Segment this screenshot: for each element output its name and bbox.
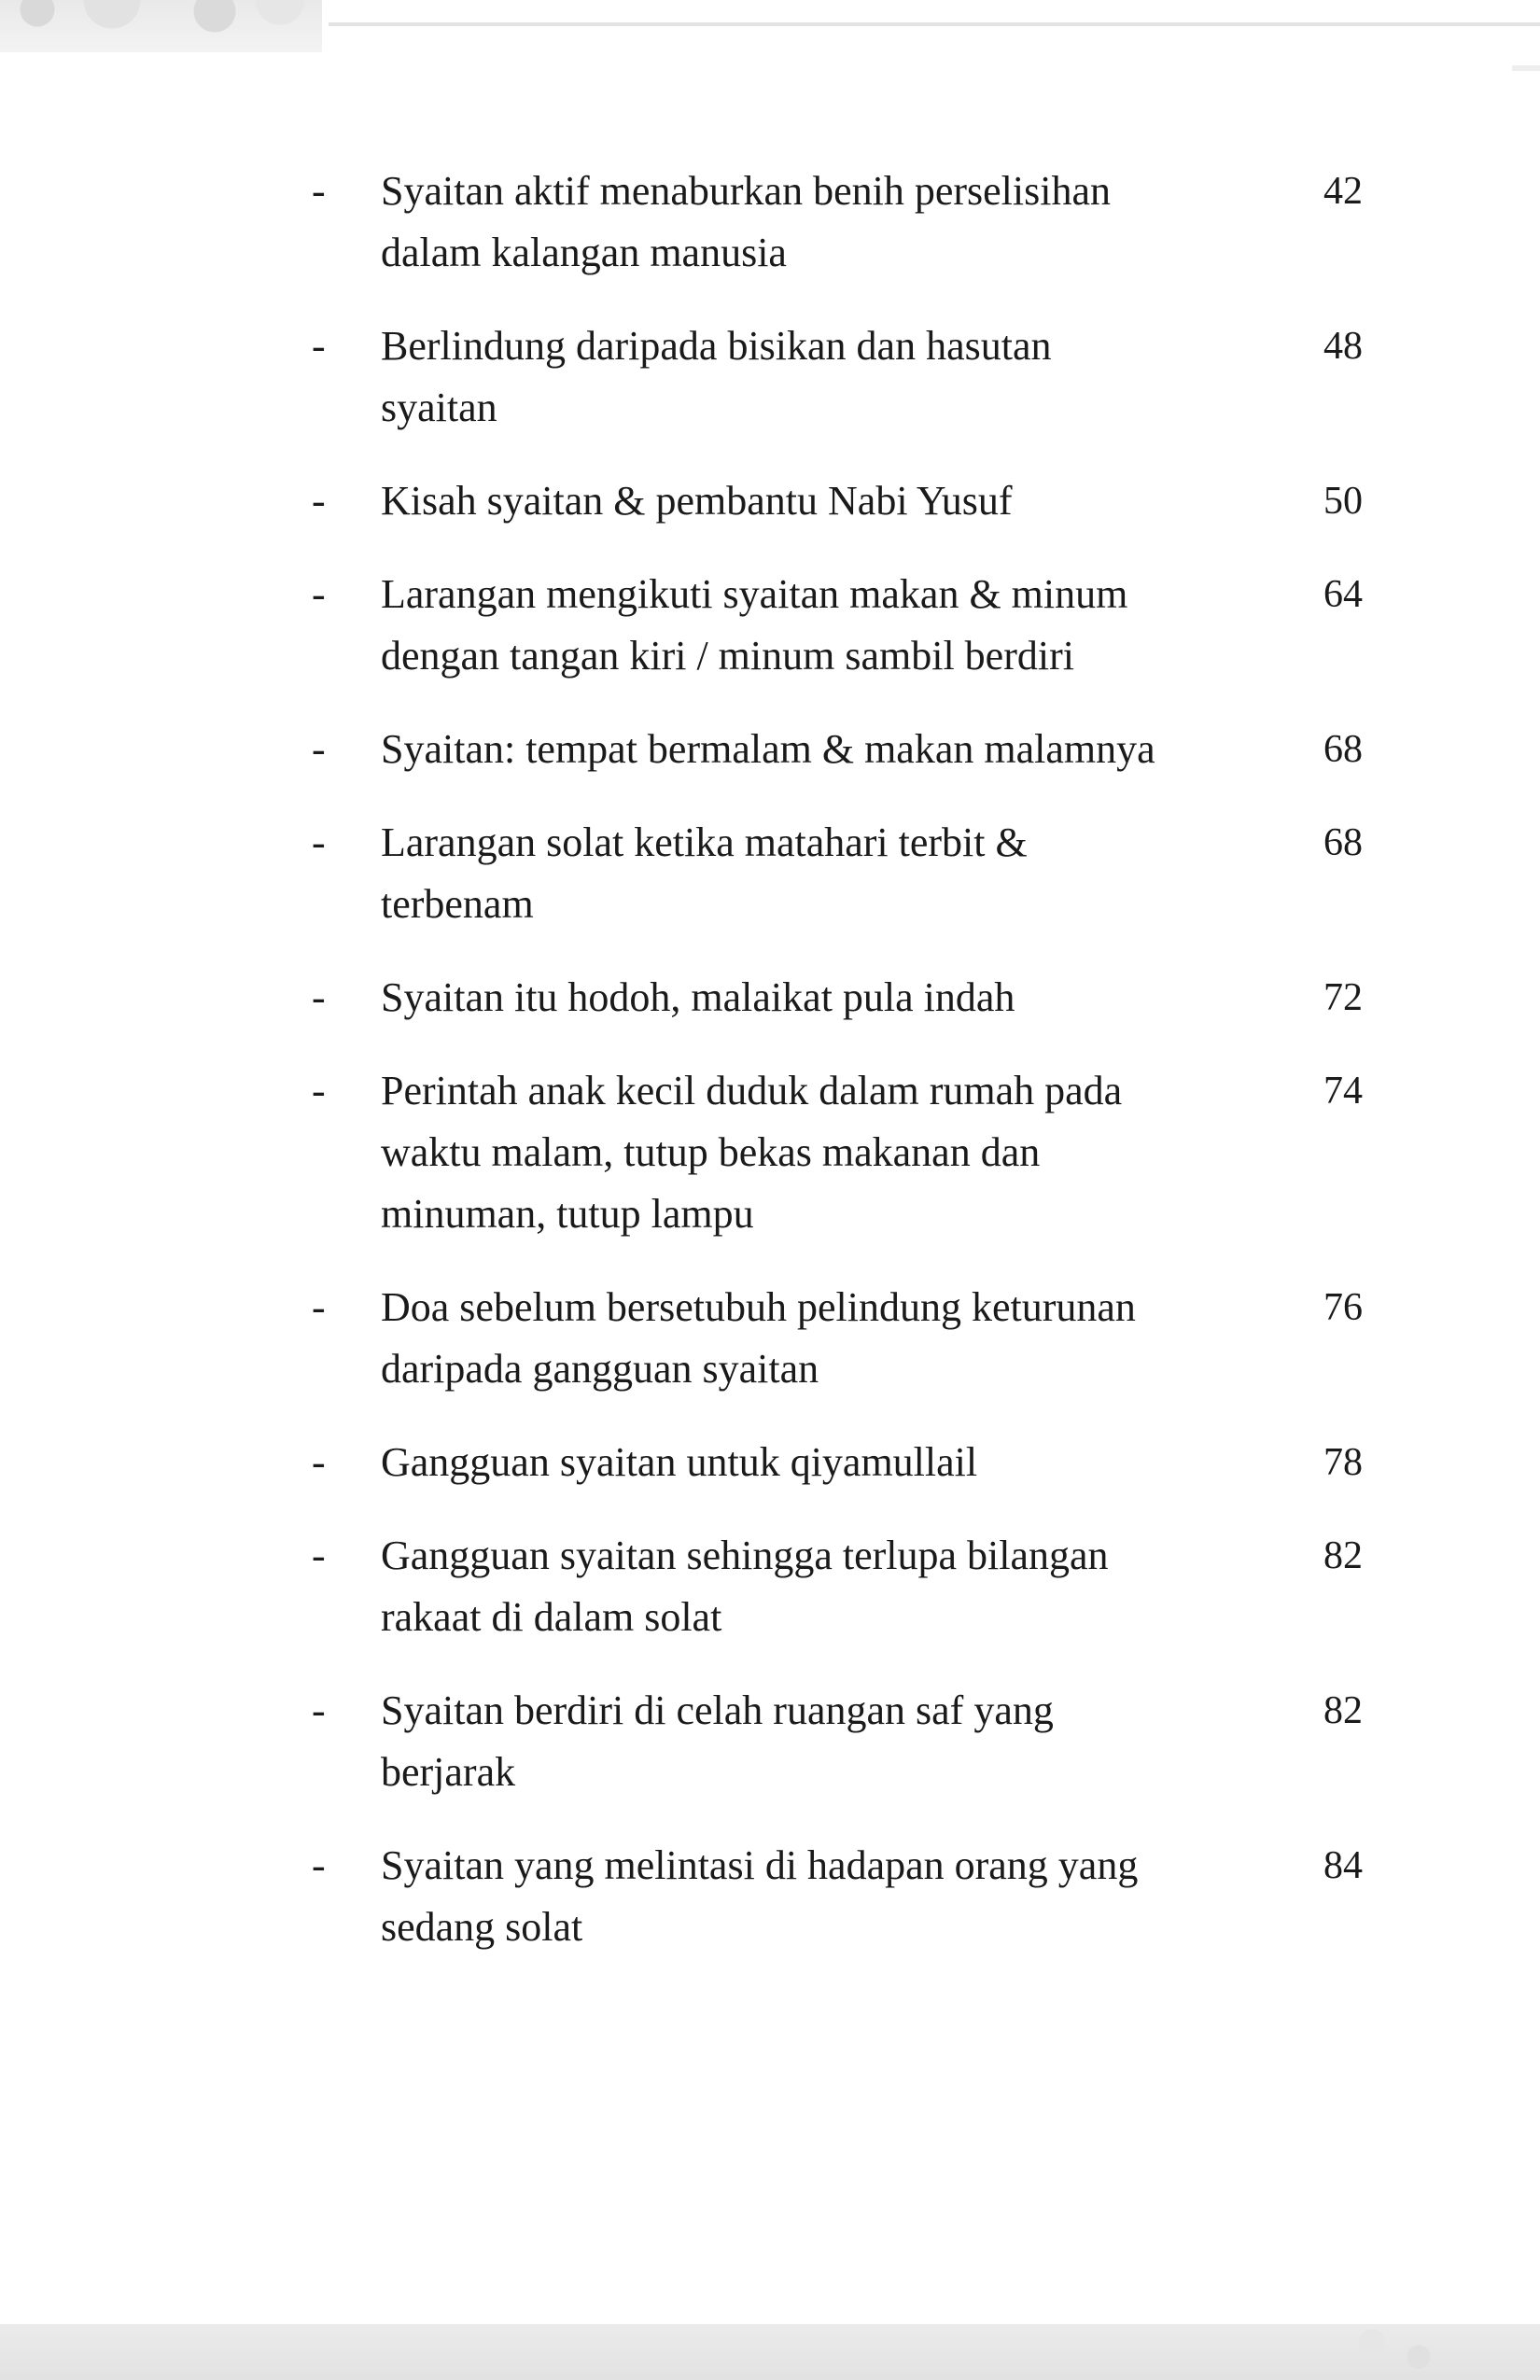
entry-title: Gangguan syaitan untuk qiyamullail (381, 1439, 978, 1485)
toc-entry (308, 1680, 1363, 1803)
toc-entry (308, 812, 1363, 935)
toc-entry (308, 161, 1363, 284)
header-rule (329, 22, 1540, 26)
toc-entry (308, 564, 1363, 687)
entry-page-number: 78 (1323, 1441, 1363, 1484)
entry-marker: - (312, 1687, 326, 1733)
entry-marker: - (312, 168, 326, 214)
entry-title: Gangguan syaitan sehingga terlupa bilangan rakaat di dalam solat (381, 1533, 1109, 1640)
toc-entry (308, 470, 1363, 532)
footer-ornament (0, 2324, 1540, 2380)
entry-marker: - (312, 726, 326, 772)
entry-title: Syaitan berdiri di celah ruangan saf yang berjarak (381, 1687, 1054, 1795)
entry-page-number: 84 (1323, 1844, 1363, 1887)
toc-entry (308, 967, 1363, 1029)
entry-marker: - (312, 1842, 326, 1888)
table-of-contents (308, 161, 1363, 1990)
ornament-pattern-left (0, 0, 322, 52)
entry-marker: - (312, 974, 326, 1020)
entry-marker: - (312, 478, 326, 524)
entry-title: Larangan solat ketika matahari terbit & terbenam (381, 819, 1028, 927)
entry-marker: - (312, 819, 326, 865)
toc-entry (308, 1277, 1363, 1400)
entry-title: Syaitan itu hodoh, malaikat pula indah (381, 974, 1015, 1020)
entry-page-number: 76 (1323, 1286, 1363, 1329)
entry-page-number: 68 (1323, 728, 1363, 771)
toc-entry (308, 719, 1363, 780)
header-rule-cap (1512, 65, 1540, 71)
entry-title: Syaitan: tempat bermalam & makan malamnya (381, 726, 1155, 772)
entry-page-number: 42 (1323, 170, 1363, 213)
entry-marker: - (312, 1439, 326, 1485)
entry-page-number: 64 (1323, 573, 1363, 616)
entry-marker: - (312, 571, 326, 617)
entry-page-number: 72 (1323, 976, 1363, 1019)
entry-page-number: 50 (1323, 480, 1363, 523)
entry-page-number: 48 (1323, 325, 1363, 368)
entry-title: Kisah syaitan & pembantu Nabi Yusuf (381, 478, 1013, 524)
entry-marker: - (312, 1068, 326, 1113)
toc-entry (308, 1525, 1363, 1648)
toc-entry (308, 315, 1363, 439)
entry-title: Doa sebelum bersetubuh pelindung keturunan daripada gangguan syaitan (381, 1284, 1136, 1392)
entry-title: Perintah anak kecil duduk dalam rumah pada waktu malam, tutup bekas makanan dan minuman, tutup lampu (381, 1068, 1123, 1237)
entry-page-number: 74 (1323, 1070, 1363, 1113)
toc-entry (308, 1432, 1363, 1493)
entry-title: Berlindung daripada bisikan dan hasutan syaitan (381, 323, 1052, 430)
entry-title: Larangan mengikuti syaitan makan & minum dengan tangan kiri / minum sambil berdiri (381, 571, 1128, 679)
entry-title: Syaitan yang melintasi di hadapan orang yang sedang solat (381, 1842, 1139, 1950)
entry-page-number: 82 (1323, 1689, 1363, 1732)
entry-marker: - (312, 1533, 326, 1578)
entry-page-number: 68 (1323, 821, 1363, 864)
entry-title: Syaitan aktif menaburkan benih perselisihan dalam kalangan manusia (381, 168, 1111, 275)
entry-marker: - (312, 323, 326, 369)
toc-entry (308, 1060, 1363, 1245)
entry-page-number: 82 (1323, 1534, 1363, 1577)
entry-marker: - (312, 1284, 326, 1330)
toc-entry (308, 1835, 1363, 1958)
header-ornament (0, 0, 1540, 52)
